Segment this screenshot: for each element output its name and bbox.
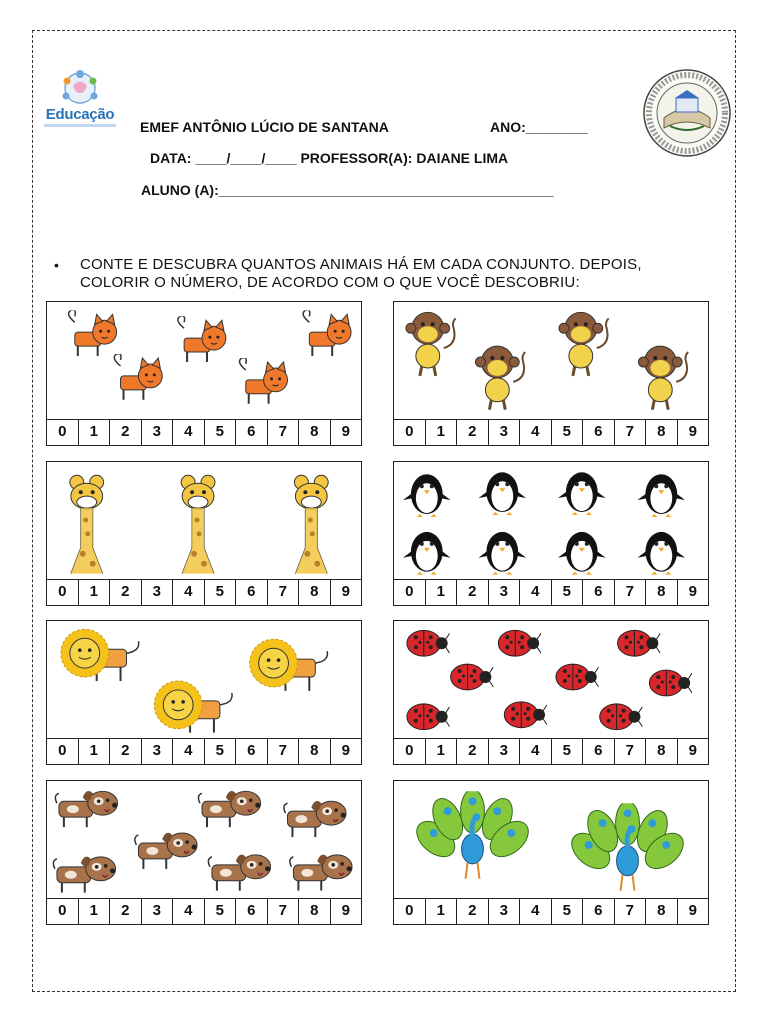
number-option[interactable]: 1	[79, 899, 111, 924]
number-option[interactable]: 5	[205, 580, 237, 605]
number-option[interactable]: 9	[688, 742, 697, 759]
number-option[interactable]: 6	[236, 739, 268, 764]
number-option[interactable]: 7	[268, 899, 300, 924]
penguin-icon	[637, 474, 685, 517]
number-option[interactable]: 4	[520, 899, 552, 924]
animal-set-cats	[46, 301, 362, 446]
number-option[interactable]: 6	[583, 739, 615, 764]
number-option[interactable]: 3	[142, 899, 174, 924]
number-option[interactable]: 7	[615, 739, 647, 764]
number-option[interactable]: 8	[299, 739, 331, 764]
number-option[interactable]: 0	[47, 899, 79, 924]
number-option[interactable]: 2	[110, 420, 142, 445]
cats-picture	[47, 302, 361, 420]
number-row	[394, 898, 708, 924]
number-option[interactable]: 9	[688, 902, 697, 919]
ladybug-icon	[600, 704, 643, 730]
school-seal-icon	[642, 68, 732, 158]
dog-icon	[198, 791, 260, 827]
cat-icon	[178, 316, 226, 362]
ladybug-icon	[504, 702, 547, 728]
year-field[interactable]: ANO:________	[490, 119, 589, 135]
ladybug-icon	[649, 670, 692, 696]
number-option[interactable]: 0	[47, 580, 79, 605]
ladybug-icon	[407, 704, 450, 730]
logo-tagline	[44, 124, 116, 127]
cat-icon	[114, 354, 162, 400]
number-option[interactable]: 0	[47, 739, 79, 764]
number-option[interactable]: 9	[688, 583, 697, 600]
lions-picture	[47, 621, 361, 739]
animal-set-lions	[46, 620, 362, 765]
number-option[interactable]: 5	[552, 580, 584, 605]
animal-set-penguins	[393, 461, 709, 606]
number-row	[47, 419, 361, 445]
dog-icon	[55, 791, 117, 827]
number-option[interactable]: 3	[489, 899, 521, 924]
number-row	[394, 419, 708, 445]
number-option[interactable]: 3	[489, 739, 521, 764]
number-option[interactable]: 3	[142, 580, 174, 605]
number-option[interactable]: 2	[457, 420, 489, 445]
student-name-field[interactable]: ALUNO (A):___________________________________________	[141, 182, 554, 198]
number-option[interactable]: 8	[299, 420, 331, 445]
peacock-icon	[410, 789, 535, 878]
ladybug-icon	[556, 664, 599, 690]
dog-icon	[135, 833, 197, 869]
number-option[interactable]: 6	[583, 899, 615, 924]
animal-set-peacocks	[393, 780, 709, 925]
school-name: EMEF ANTÔNIO LÚCIO DE SANTANA	[140, 119, 389, 135]
ladybug-icon	[618, 630, 661, 656]
number-option[interactable]: 2	[457, 580, 489, 605]
lion-icon	[61, 629, 139, 681]
number-option[interactable]: 8	[299, 899, 331, 924]
dog-icon	[208, 855, 270, 891]
giraffe-icon	[294, 475, 328, 573]
number-option[interactable]: 9	[688, 423, 697, 440]
number-option[interactable]: 2	[110, 899, 142, 924]
lion-icon	[154, 681, 232, 733]
animal-set-ladybugs	[393, 620, 709, 765]
number-option[interactable]: 8	[646, 899, 678, 924]
number-option[interactable]: 6	[583, 580, 615, 605]
number-option[interactable]: 7	[615, 580, 647, 605]
ladybugs-picture	[394, 621, 708, 739]
number-option[interactable]: 1	[426, 739, 458, 764]
number-option[interactable]: 2	[457, 739, 489, 764]
number-option[interactable]: 4	[520, 739, 552, 764]
number-row	[394, 579, 708, 605]
number-option[interactable]: 0	[394, 580, 426, 605]
peacock-icon	[565, 801, 690, 890]
number-option[interactable]: 3	[489, 580, 521, 605]
lion-icon	[250, 639, 328, 691]
penguin-icon	[637, 532, 685, 575]
number-option[interactable]: 7	[268, 580, 300, 605]
school-seal	[642, 68, 732, 158]
ladybug-icon	[407, 630, 450, 656]
number-option[interactable]: 5	[205, 420, 237, 445]
penguin-icon	[403, 532, 451, 575]
number-option[interactable]: 3	[142, 739, 174, 764]
ladybug-icon	[498, 630, 541, 656]
number-option[interactable]: 2	[110, 580, 142, 605]
number-option[interactable]: 8	[646, 739, 678, 764]
number-option[interactable]: 7	[268, 420, 300, 445]
number-option[interactable]: 4	[173, 899, 205, 924]
dog-icon	[284, 801, 346, 837]
number-row	[394, 738, 708, 764]
number-row	[47, 898, 361, 924]
monkey-icon	[475, 346, 525, 410]
number-option[interactable]: 0	[394, 899, 426, 924]
number-row	[47, 738, 361, 764]
instruction	[54, 256, 714, 292]
number-option[interactable]: 2	[110, 739, 142, 764]
number-row	[47, 579, 361, 605]
number-option[interactable]: 1	[79, 739, 111, 764]
number-option[interactable]: 6	[236, 580, 268, 605]
number-option[interactable]: 8	[299, 580, 331, 605]
ladybug-icon	[451, 664, 494, 690]
number-option[interactable]: 7	[615, 899, 647, 924]
number-option[interactable]: 6	[236, 420, 268, 445]
number-option[interactable]: 9	[341, 902, 350, 919]
education-logo-icon	[42, 68, 118, 108]
number-option[interactable]: 4	[520, 420, 552, 445]
monkeys-picture	[394, 302, 708, 420]
number-option[interactable]: 4	[173, 580, 205, 605]
number-option[interactable]: 1	[426, 899, 458, 924]
number-option[interactable]: 5	[552, 739, 584, 764]
number-option[interactable]: 8	[646, 580, 678, 605]
number-option[interactable]: 5	[205, 739, 237, 764]
number-option[interactable]: 4	[173, 420, 205, 445]
number-option[interactable]: 8	[646, 420, 678, 445]
monkey-icon	[638, 346, 688, 410]
number-option[interactable]: 1	[79, 580, 111, 605]
monkey-icon	[406, 312, 456, 376]
number-option[interactable]: 5	[552, 420, 584, 445]
cat-icon	[69, 310, 117, 356]
animal-set-giraffes	[46, 461, 362, 606]
date-teacher-line[interactable]: DATA: ____/____/____ PROFESSOR(A): DAIANE LIMA	[150, 150, 509, 166]
animal-set-dogs	[46, 780, 362, 925]
number-option[interactable]: 5	[552, 899, 584, 924]
dogs-picture	[47, 781, 361, 899]
education-logo	[42, 68, 118, 132]
penguin-icon	[478, 472, 526, 515]
giraffe-icon	[70, 475, 104, 573]
number-option[interactable]: 0	[47, 420, 79, 445]
penguins-picture	[394, 462, 708, 580]
number-option[interactable]: 9	[341, 423, 350, 440]
penguin-icon	[403, 474, 451, 517]
penguin-icon	[558, 472, 606, 515]
penguin-icon	[478, 532, 526, 575]
monkey-icon	[559, 312, 609, 376]
number-option[interactable]: 4	[173, 739, 205, 764]
animal-set-monkeys	[393, 301, 709, 446]
logo-text: Educação	[45, 106, 115, 123]
number-option[interactable]: 4	[520, 580, 552, 605]
number-option[interactable]: 0	[394, 420, 426, 445]
penguin-icon	[558, 532, 606, 575]
number-option[interactable]: 9	[341, 742, 350, 759]
number-option[interactable]: 9	[341, 583, 350, 600]
number-option[interactable]: 7	[615, 420, 647, 445]
number-option[interactable]: 6	[236, 899, 268, 924]
dog-icon	[53, 857, 115, 893]
number-option[interactable]: 3	[489, 420, 521, 445]
number-option[interactable]: 1	[426, 580, 458, 605]
number-option[interactable]: 2	[457, 899, 489, 924]
number-option[interactable]: 3	[142, 420, 174, 445]
number-option[interactable]: 1	[426, 420, 458, 445]
number-option[interactable]: 5	[205, 899, 237, 924]
instruction-bullet: •	[54, 257, 60, 273]
number-option[interactable]: 0	[394, 739, 426, 764]
giraffes-picture	[47, 462, 361, 580]
cat-icon	[303, 310, 351, 356]
instruction-text: CONTE E DESCUBRA QUANTOS ANIMAIS HÁ EM CADA CONJUNTO. DEPOIS, COLORIR O NÚMERO, DE ACORDO COM O QUE VOCÊ DESCOBRIU:	[80, 256, 642, 291]
dog-icon	[290, 855, 352, 891]
peacocks-picture	[394, 781, 708, 899]
giraffe-icon	[181, 475, 215, 573]
number-option[interactable]: 1	[79, 420, 111, 445]
number-option[interactable]: 7	[268, 739, 300, 764]
number-option[interactable]: 6	[583, 420, 615, 445]
cat-icon	[240, 358, 288, 404]
